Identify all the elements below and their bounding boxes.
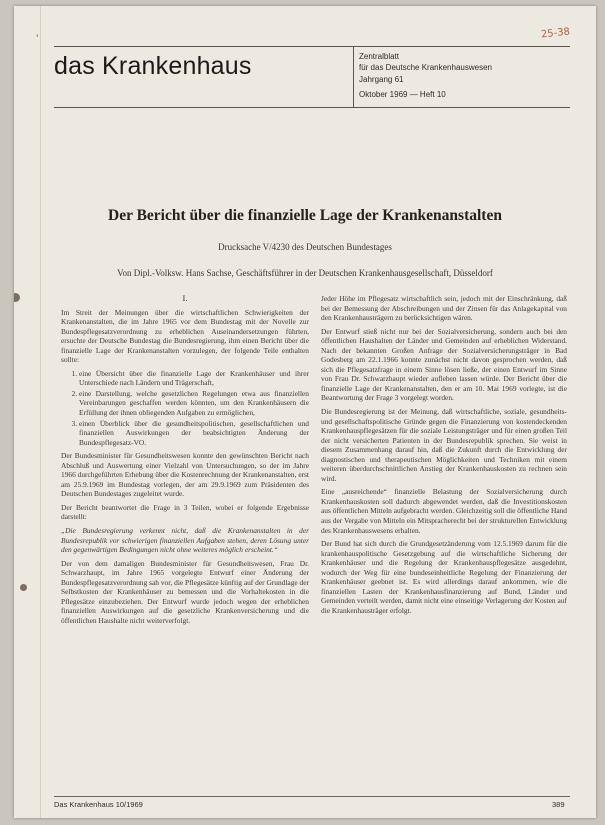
right-column	[321, 294, 567, 620]
punch-hole	[20, 584, 27, 591]
section-number: I.	[182, 293, 188, 303]
masthead-sub-3: Jahrgang 61	[359, 75, 404, 84]
paragraph: Der von dem damaligen Bundesminister für Gesundheitswesen, Frau Dr. Schwarzhaupt, im Jahre 1965 vorgelegte Entwurf einer Änderung der Bundespflegesatzverordnung sah vor, die Pflegesätze künftig auf der Grundlage der Selbstkosten der Krankenhäuser zu bemessen und die Vorhaltekosten in die Pflegesätze einzubeziehen. Der Entwurf wurde jedoch wegen der erheblichen finanziellen Auswirkungen auf die gesetzliche Krankenversicherung und die öffentlichen Haushalte nicht weiterverfolgt.	[61, 558, 309, 625]
footer-journal: Das Krankenhaus 10/1969	[54, 800, 143, 809]
masthead-top-rule	[54, 46, 570, 47]
paragraph: Der Bundesminister für Gesundheitswesen konnte den gewünschten Bericht nach Abschluß und Auswertung einer Vielzahl von Untersuchungen, so der im Jahre 1966 durchgeführten Erhebung über die Kostenrechnung der Krankenanstalten, erst am 25.9.1969 im Bundestag vorlegen, der am 29.9.1969 zum Präsidenten des Deutschen Bundestages zugeleitet wurde.	[61, 451, 309, 499]
page-number: 389	[552, 800, 565, 809]
article-subtitle: Drucksache V/4230 des Deutschen Bundestages	[218, 242, 392, 252]
list-item: 1. eine Übersicht über die finanzielle Lage der Krankenhäuser und ihrer Unterschiede nach Ländern und Trägerschaft,	[79, 369, 309, 388]
masthead-sub-2: für das Deutsche Krankenhauswesen	[359, 63, 492, 72]
paragraph: Jeder Höhe im Pflegesatz wirtschaftlich sein, jedoch mit der Einschränkung, daß bei der Bemessung der Abschreibungen und der Zinsen für das Anlagekapital von den Krankenhausträgern zu berücksichtigen wären.	[321, 294, 567, 323]
left-column	[61, 294, 309, 630]
corner-mark: '	[36, 34, 39, 44]
numbered-list	[61, 369, 309, 447]
list-item: 3. einen Überblick über die gesundheitspolitischen, gesellschaftlichen und finanziellen Auswirkungen der beabsichtigten Änderung der Bundespflegesatz-VO.	[79, 419, 309, 448]
quotation: „Die Bundesregierung verkennt nicht, daß die Krankenanstalten in der Bundesrepublik vor schwierigen finanziellen Aufgaben stehen, deren Lösung unter den gegenwärtigen Bedingungen nicht ohne weiteres möglich erscheint.“	[61, 526, 309, 555]
masthead-sub-4: Oktober 1969 — Heft 10	[359, 90, 446, 99]
paragraph: Im Streit der Meinungen über die wirtschaftlichen Schwierigkeiten der Krankenanstalten, die im Jahre 1965 vor dem Bundestag mit der Novelle zur Bundespflegesatzverordnung zu erheblichen Auseinandersetzungen führten, ersuchte der Deutsche Bundestag die Bundesregierung, ihm einen Bericht über die finanzielle Lage der Krankenanstalten vorzulegen, der folgende Teile enthalten sollte:	[61, 307, 309, 365]
article-byline: Von Dipl.-Volksw. Hans Sachse, Geschäftsführer in der Deutschen Krankenhausgesellschaft, Düsseldorf	[117, 268, 493, 278]
paragraph: Der Entwurf stieß nicht nur bei der Sozialversicherung, sondern auch bei den öffentlichen Haushalten der Länder und Gemeinden auf erheblichen Widerstand. Nach der bekannten Großen Anfrage der Sozialversicherungsträger in Bad Godesberg am 22.1.1966 konnte zunächst nicht davon gesprochen werden, daß sich die Pflegesatzfrage in einem Sinne lösen ließe, der einen Entwurf im Sinne von Frau Dr. Schwarzhaupt wieder aufleben lassen würde. Der Bericht über die finanzielle Lage der Krankenanstalten, den er am 10. Mai 1969 vorlegte, ist die Beantwortung der Frage 3 vorgelegt worden.	[321, 326, 567, 403]
paragraph: Der Bund hat sich durch die Grundgesetzänderung vom 12.5.1969 darum für die krankenhauspolitische Gesetzgebung auf die wirtschaftliche Sicherung der Krankenhäuser und die Regelung der Krankenhauspflegesätze ausgedehnt, wodurch der Weg für eine bundeseinheitliche Regelung der Finanzierung der Krankenhäuser geebnet ist. Es wird allerdings darauf ankommen, wie die finanziellen Lasten der Krankenhausfinanzierung auf Bund, Länder und Gemeinden verteilt werden, damit nicht eine einseitige Verlagerung der Kosten auf die Krankenhausträger erfolgt.	[321, 539, 567, 615]
page-crease	[40, 6, 41, 818]
list-item: 2. eine Darstellung, welche gesetzlichen Regelungen etwa aus finanziellen Vereinbarungen geschaffen werden könnten, um den Krankenhäusern die Erfüllung der ihnen obliegenden Aufgaben zu ermöglichen,	[79, 389, 309, 418]
punch-hole	[14, 293, 20, 302]
paragraph: Der Bericht beantwortet die Frage in 3 Teilen, wobei er folgende Ergebnisse darstellt:	[61, 502, 309, 522]
paragraph: Eine „ausreichende“ finanzielle Belastung der Sozialversicherung durch Krankenhauskosten soll dadurch abgewendet werden, daß die Investitionskosten aus öffentlichen Mitteln aufgebracht werden. Gleichzeitig soll die öffentliche Hand aus der Vergabe von Mitteln ein Mitspracherecht bei der strukturellen Entwicklung des Krankenhauswesens erhalten.	[321, 487, 567, 535]
masthead-bottom-rule	[54, 107, 570, 108]
document-page	[14, 6, 596, 818]
masthead-sub-1: Zentralblatt	[359, 52, 400, 61]
article-title: Der Bericht über die finanzielle Lage der Krankenanstalten	[108, 207, 502, 224]
masthead-title: das Krankenhaus	[54, 52, 252, 80]
masthead-divider	[353, 46, 354, 108]
paragraph: Die Bundesregierung ist der Meinung, daß wirtschaftliche, soziale, gesundheits- und gesellschaftspolitische Gründe gegen die Finanzierung von kostendeckenden Krankenhauspflegesätzen für die soziale Leistungsträger und für einen großen Teil der nicht versicherten Patienten in der Bundesrepublik sprechen. Sie weist in diesem Zusammenhang darauf hin, daß die Zukunft durch die Entwicklung der diagnostischen und therapeutischen Möglichkeiten und Techniken mit einem weiteren überdurchschnittlichen Anstieg der Krankenhauskosten zu rechnen sein wird.	[321, 407, 567, 483]
handwritten-stamp: 25-38	[540, 26, 571, 41]
footer-rule	[54, 796, 570, 797]
